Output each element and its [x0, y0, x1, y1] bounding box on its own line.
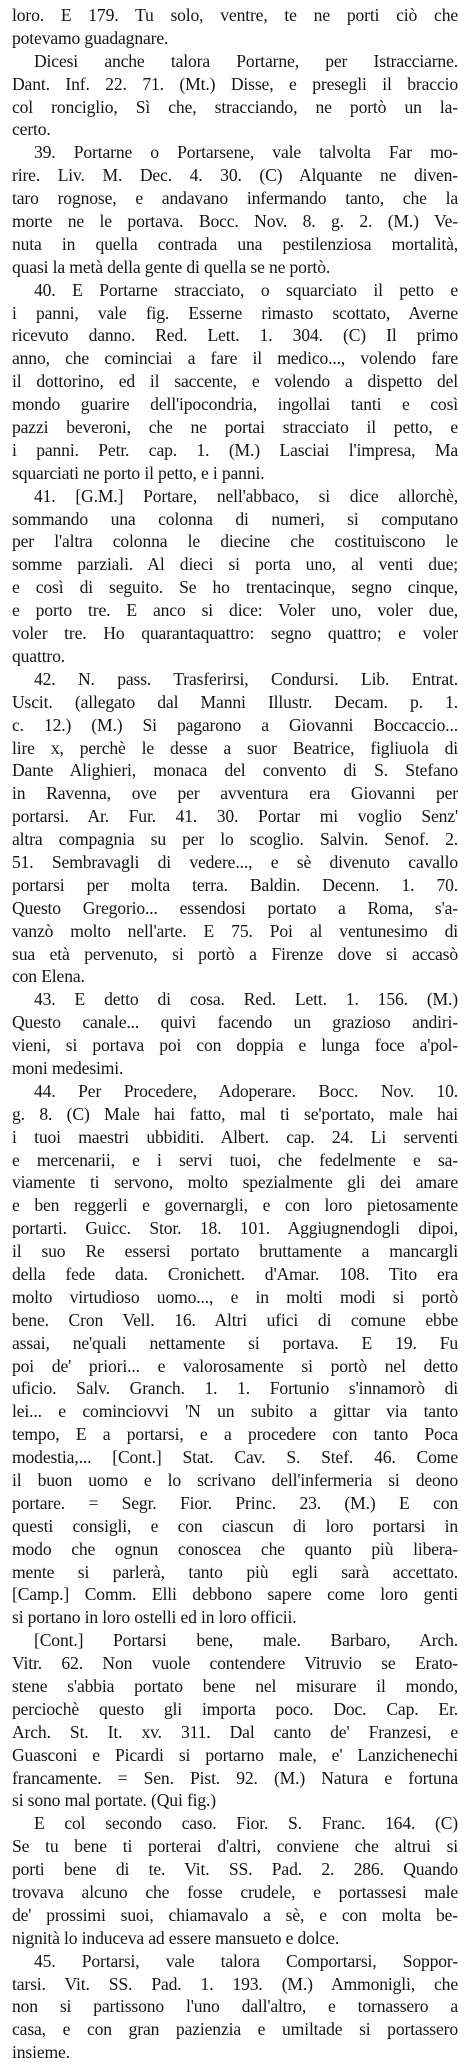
text-line: squarciati ne porto il petto, e i panni. [12, 462, 265, 483]
text-line: il dottorino, ed il saccente, e volendo a dispetto del [12, 371, 458, 392]
text-line: trovava alcuno che fosse crudele, e portassesi male [12, 1882, 458, 1903]
text-line: nignità lo induceva ad essere mansueto e dolce. [12, 1927, 340, 1948]
text-line: nuta in quella contrada una pestilenziosa mortalità, [12, 233, 458, 254]
text-line: con Elena. [12, 966, 85, 987]
text-line: Vitr. 62. Non vuole contendere Vitruvio se Erato- [12, 1653, 458, 1674]
text-line: il suo Re essersi portato bruttamente a mancargli [12, 1241, 458, 1262]
text-line: altra compagnia su per lo scoglio. Salvin. Senof. 2. [12, 829, 458, 850]
text-line: stene s'abbia portato bene nel misurare il mondo, [12, 1676, 458, 1697]
text-line: voler tre. Ho quarantaquattro: segno quattro; e voler [12, 623, 458, 644]
text-line: tempo, E a portarsi, e a procedere con tanto Poca [12, 1424, 458, 1445]
text-line: modo che ognun conoscea che quanto più libera- [12, 1538, 458, 1559]
text-line: lei... e cominciovvi 'N un subito a gittar via tanto [12, 1401, 458, 1422]
text-line: vanzò molto nell'arte. E 75. Poi al ventunesimo di [12, 920, 458, 941]
text-line: loro. E 179. Tu solo, ventre, te ne porti ciò che [12, 5, 458, 25]
text-line: casa, e con gran pazienzia e umiltade si portassero [12, 2019, 458, 2040]
text-line: si sono mal portate. (Qui fig.) [12, 1790, 216, 1811]
text-line: 44. Per Procedere, Adoperare. Bocc. Nov. 10. [34, 1080, 458, 1101]
text-line: i tuoi maestri ubbiditi. Albert. cap. 24. Li serventi [12, 1126, 458, 1147]
text-line: Se tu bene ti porterai d'altri, conviene che altrui si [12, 1836, 458, 1857]
text-line: Guasconi e Picardi si portarno male, e' Lanzichenechi [12, 1744, 458, 1765]
text-line: 39. Portarne o Portarsene, vale talvolta Far mo- [34, 142, 458, 163]
text-line: i panni, vale fig. Esserne rimasto scottato, Averne [12, 302, 458, 323]
text-line: col ronciglio, Sì che, stracciando, ne portò un la- [12, 96, 458, 117]
text-line: taro rognose, e andavano infermando tanto, che la [12, 188, 458, 209]
text-line: e ben reggerli e governargli, e con loro pietosamente [12, 1195, 458, 1216]
text-line: tarsi. Vit. SS. Pad. 1. 193. (M.) Ammonigli, che [12, 1973, 458, 1994]
text-line: 43. E detto di cosa. Red. Lett. 1. 156. (M.) [34, 989, 458, 1010]
text-line: 42. N. pass. Trasferirsi, Condursi. Lib. Entrat. [34, 668, 458, 689]
text-line: molto virtudioso uomo..., e in molti modi si portò [12, 1286, 458, 1307]
text-line: vieni, si portava poi con doppia e lunga foce a'pol- [12, 1035, 458, 1056]
text-line: Uscit. (allegato dal Manni Illustr. Decam. p. 1. [12, 691, 458, 712]
text-line: de' prossimi suoi, chiamavalo a sè, e con molta be- [12, 1904, 458, 1925]
text-line: [Cont.] Portarsi bene, male. Barbaro, Arch. [34, 1630, 458, 1651]
text-line: Questo Gregorio... essendosi portato a Roma, s'a- [12, 897, 458, 918]
text-line: sua età pervenuto, si portò a Firenze dove si accasò [12, 943, 458, 964]
text-line: viamente ti servono, molto spezialmente gli dei amare [12, 1172, 458, 1193]
text-line: lire x, perchè le desse a suor Beatrice, figliuola di [12, 737, 458, 758]
text-line: g. 8. (C) Male hai fatto, mal ti se'portato, male hai [12, 1103, 458, 1124]
text-line: in Ravenna, ove per avventura era Giovanni per [12, 783, 458, 804]
text-line: questi consigli, e con ciascun di loro portarsi in [12, 1515, 458, 1536]
text-line: e così di seguito. Se ho trentacinque, segno cinque, [12, 577, 458, 598]
text-line: Questo canale... quivi facendo un grazioso andiri- [12, 1012, 458, 1033]
text-line: certo. [12, 119, 51, 140]
text-line: portarsi per molta terra. Baldin. Decenn. 1. 70. [12, 874, 458, 895]
text-line: sommando una colonna di numeri, si computano [12, 508, 458, 529]
text-line: Dante Alighieri, monaca del convento di S. Stefano [12, 760, 458, 781]
text-line: poi de' priori... e valorosamente si portò nel detto [12, 1355, 458, 1376]
text-line: potevamo guadagnare. [12, 27, 169, 48]
text-line: Arch. St. It. xv. 311. Dal canto de' Franzesi, e [12, 1721, 458, 1742]
text-line: bene. Cron Vell. 16. Altri ufici di comune ebbe [12, 1309, 458, 1330]
text-line: portarsi. Ar. Fur. 41. 30. Portar mi voglio Senz' [12, 806, 458, 827]
text-line: mondo guarire dell'ipocondria, ingollai tanti e così [12, 394, 458, 415]
text-line: il buon uomo e lo scrivano dell'infermeria si deono [12, 1470, 458, 1490]
text-line: non si partissono l'uno dall'altro, e tornassero a [12, 1996, 458, 2017]
text-line: mente si parlerà, tanto più egli sarà accettato. [12, 1561, 458, 1582]
text-line: portarti. Guicc. Stor. 18. 101. Aggiugnendogli dipoi, [12, 1218, 458, 1239]
text-line: quasi la metà della gente di quella se ne portò. [12, 256, 331, 277]
text-line: perciochè questo gli importa poco. Doc. Cap. Er. [12, 1698, 458, 1719]
text-line: 41. [G.M.] Portare, nell'abbaco, si dice allorchè, [34, 485, 458, 506]
text-line: Dicesi anche talora Portarne, per Istracciarne. [34, 50, 458, 71]
text-line: c. 12.) (M.) Si pagarono a Giovanni Boccaccio... [12, 714, 458, 735]
text-line: i panni. Petr. cap. 1. (M.) Lasciai l'impresa, Ma [12, 439, 458, 460]
text-line: per l'altra colonna le diecine che costituiscono le [12, 531, 458, 552]
text-line: e mercenarii, e i servi tuoi, che fedelmente e sa- [12, 1149, 458, 1170]
text-line: moni medesimi. [12, 1057, 124, 1078]
text-line: quattro. [12, 645, 66, 666]
text-line: [Camp.] Comm. Elli debbono sapere come loro genti [12, 1584, 458, 1605]
text-line: 40. E Portarne stracciato, o squarciato il petto e [34, 279, 458, 300]
text-line: portare. = Segr. Fior. Princ. 23. (M.) E con [12, 1492, 458, 1513]
text-line: pazzi beveroni, che ne portai stracciato il petto, e [12, 417, 458, 438]
text-line: e porto tre. E anco si dice: Voler uno, voler due, [12, 600, 458, 621]
text-line: uficio. Salv. Granch. 1. 1. Fortunio s'innamorò di [12, 1378, 458, 1399]
text-line: morte ne le portava. Bocc. Nov. 8. g. 2. (M.) Ve- [12, 211, 458, 232]
text-line: Dant. Inf. 22. 71. (Mt.) Disse, e presegli il braccio [12, 73, 458, 94]
text-line: rire. Liv. M. Dec. 4. 30. (C) Alquante ne diven- [12, 165, 458, 186]
text-line: 51. Sembravagli di vedere..., e sè divenuto cavallo [12, 851, 458, 872]
text-line: 45. Portarsi, vale talora Comportarsi, Soppor- [34, 1950, 458, 1971]
text-line: porti bene di te. Vit. SS. Pad. 2. 286. Quando [12, 1859, 458, 1880]
text-line: si portano in loro ostelli ed in loro officii. [12, 1607, 297, 1628]
text-line: ricevuto danno. Red. Lett. 1. 304. (C) Il primo [12, 325, 458, 346]
text-line: anno, che cominciai a fare il medico..., volendo fare [12, 348, 458, 369]
text-line: insieme. [12, 2042, 70, 2063]
text-line: della fede data. Cronichett. d'Amar. 108. Tito era [12, 1263, 458, 1284]
text-line: somme parziali. Al dieci si porta uno, al venti due; [12, 554, 458, 575]
text-line: francamente. = Sen. Pist. 92. (M.) Natura e fortuna [12, 1767, 458, 1788]
text-line: modestia,... [Cont.] Stat. Cav. S. Stef. 46. Come [12, 1447, 458, 1468]
text-line: E col secondo caso. Fior. S. Franc. 164. (C) [34, 1813, 458, 1834]
text-line: assai, ne'quali nettamente si portava. E 19. Fu [12, 1332, 458, 1353]
